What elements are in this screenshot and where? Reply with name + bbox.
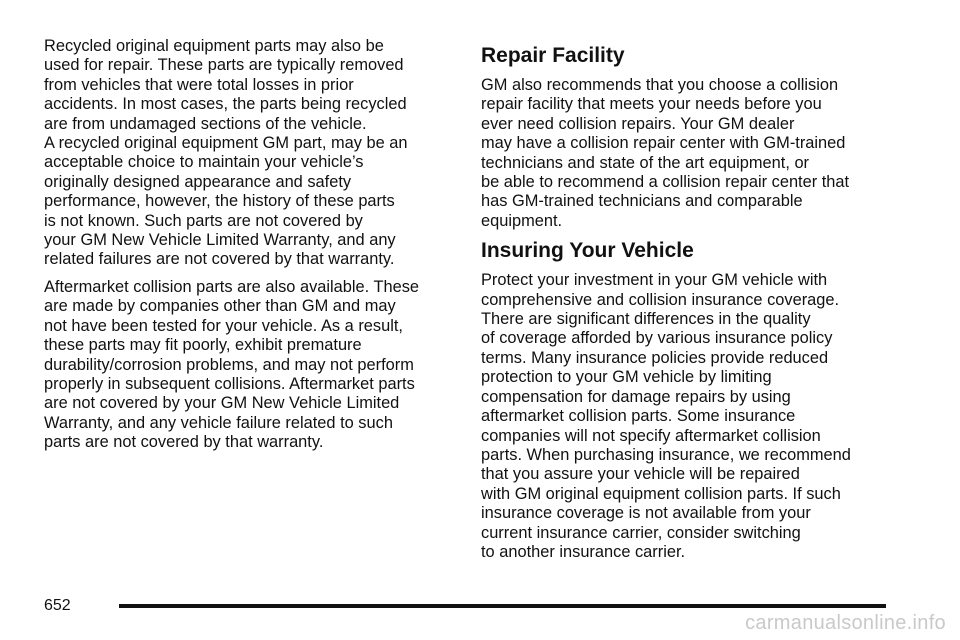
page-number: 652 — [44, 597, 71, 614]
text-line: properly in subsequent collisions. Aftermarket parts — [44, 374, 415, 393]
text-line: comprehensive and collision insurance coverage. — [481, 290, 840, 309]
text-line: used for repair. These parts are typically removed — [44, 56, 404, 75]
text-line: accidents. In most cases, the parts being recycled — [44, 95, 407, 114]
section-heading-repair-facility: Repair Facility — [481, 44, 625, 67]
text-line: may have a collision repair center with GM-trained — [481, 134, 846, 153]
text-line: parts are not covered by that warranty. — [44, 433, 324, 452]
left-column — [44, 37, 464, 461]
text-line: are made by companies other than GM and may — [44, 297, 396, 316]
text-line: are from undamaged sections of the vehicle. — [44, 114, 367, 133]
text-line: Protect your investment in your GM vehicle with — [481, 271, 828, 290]
text-line: equipment. — [481, 211, 563, 230]
paragraph-insuring-vehicle — [481, 271, 901, 562]
text-line: acceptable choice to maintain your vehicle’s — [44, 153, 364, 172]
text-line: of coverage afforded by various insurance policy — [481, 329, 833, 348]
text-line: repair facility that meets your needs before you — [481, 95, 822, 114]
text-line: ever need collision repairs. Your GM dealer — [481, 114, 795, 133]
text-line: aftermarket collision parts. Some insurance — [481, 407, 796, 426]
paragraph-recycled-parts — [44, 37, 464, 134]
text-line: insurance coverage is not available from your — [481, 504, 811, 523]
text-line: technicians and state of the art equipment, or — [481, 153, 810, 172]
text-line: originally designed appearance and safety — [44, 172, 352, 191]
right-column — [481, 44, 901, 570]
text-line: that you assure your vehicle will be repaired — [481, 465, 800, 484]
text-line: parts. When purchasing insurance, we recommend — [481, 445, 851, 464]
paragraph-aftermarket-parts — [44, 278, 464, 453]
text-line: GM also recommends that you choose a collision — [481, 76, 839, 94]
text-line: be able to recommend a collision repair center that — [481, 173, 850, 192]
watermark: carmanualsonline.info — [745, 612, 946, 634]
text-line: to another insurance carrier. — [481, 542, 686, 561]
text-line: from vehicles that were total losses in prior — [44, 75, 354, 94]
text-line: not have been tested for your vehicle. As a result, — [44, 316, 403, 335]
text-line: companies will not specify aftermarket collision — [481, 426, 821, 445]
text-line: compensation for damage repairs by using — [481, 387, 791, 406]
text-line: current insurance carrier, consider switching — [481, 523, 801, 542]
text-line: these parts may fit poorly, exhibit premature — [44, 336, 362, 355]
paragraph-recycled-gm-part — [44, 134, 464, 270]
text-line: terms. Many insurance policies provide reduced — [481, 348, 829, 367]
text-line: Aftermarket collision parts are also available. These — [44, 277, 420, 296]
text-line: is not known. Such parts are not covered by — [44, 211, 363, 230]
footer-divider — [119, 604, 886, 608]
text-line: Warranty, and any vehicle failure related to such — [44, 413, 393, 432]
paragraph-repair-facility — [481, 76, 901, 231]
text-line: performance, however, the history of these parts — [44, 192, 395, 211]
text-line: protection to your GM vehicle by limiting — [481, 368, 772, 387]
text-line: your GM New Vehicle Limited Warranty, and any — [44, 231, 396, 250]
text-line: with GM original equipment collision parts. If such — [481, 484, 841, 503]
text-line: Recycled original equipment parts may also be — [44, 37, 384, 55]
text-line: related failures are not covered by that warranty. — [44, 250, 395, 269]
section-heading-insuring-vehicle: Insuring Your Vehicle — [481, 239, 694, 263]
text-line: has GM-trained technicians and comparable — [481, 192, 803, 211]
text-line: durability/corrosion problems, and may not perform — [44, 355, 414, 374]
text-line: There are significant differences in the quality — [481, 310, 811, 329]
text-line: are not covered by your GM New Vehicle Limited — [44, 394, 400, 413]
text-line: A recycled original equipment GM part, may be an — [44, 134, 408, 153]
